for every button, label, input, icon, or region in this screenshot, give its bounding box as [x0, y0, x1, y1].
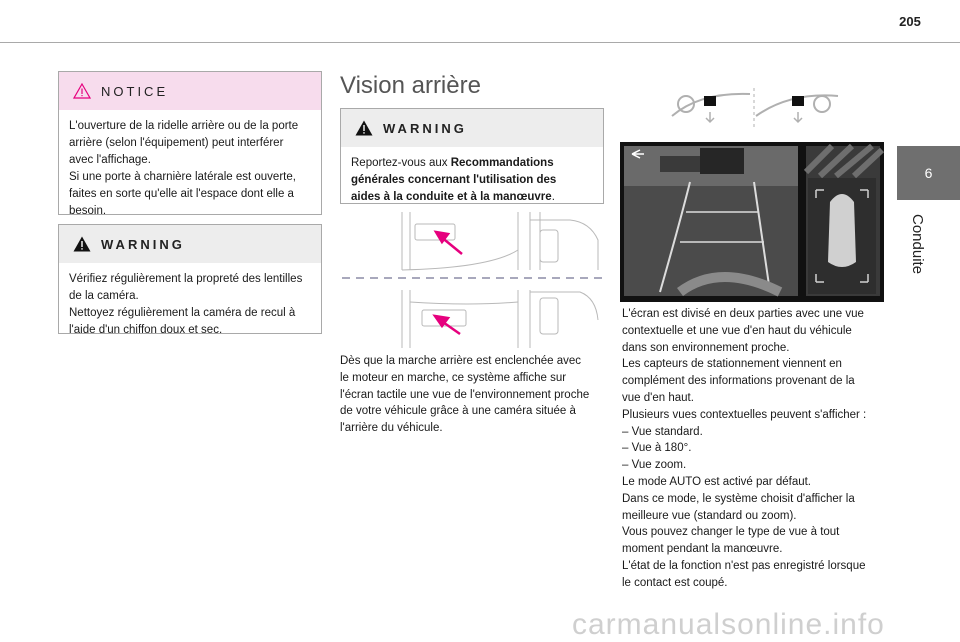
list-item: – Vue standard.	[622, 425, 703, 438]
warning-line: Vérifiez régulièrement la propreté des lentilles	[69, 273, 303, 285]
notice-line: Si une porte à charnière latérale est ouverte,	[69, 171, 296, 183]
paragraph-line: l'arrière du véhicule.	[340, 422, 443, 435]
notice-line: besoin.	[69, 205, 107, 217]
warning-text-plain: .	[551, 191, 555, 203]
notice-line: avec l'affichage.	[69, 154, 151, 166]
vehicle-top-icon	[828, 194, 856, 267]
paragraph-line: contextuelle et une vue d'en haut du véhicule	[622, 324, 852, 337]
rear-camera-illustration	[340, 210, 604, 350]
notice-header	[59, 72, 321, 110]
paragraph-line: vue d'en haut.	[622, 391, 694, 404]
warning-link-text: aides à la conduite et à la manœuvre	[351, 191, 552, 203]
warning-triangle-icon	[355, 120, 373, 136]
list-item: – Vue zoom.	[622, 459, 687, 472]
camera-display-illustration	[620, 142, 884, 302]
warning-label: WARNING	[383, 120, 467, 136]
section-title: Vision arrière	[340, 72, 481, 99]
paragraph-line: L'écran est divisé en deux parties avec une vue	[622, 308, 864, 320]
notice-line: arrière (selon l'équipement) peut interférer	[69, 137, 284, 149]
paragraph-line: le contact est coupé.	[622, 576, 728, 589]
chapter-title: Conduite	[909, 214, 926, 275]
warning-text	[59, 263, 321, 339]
warning-line: l'aide d'un chiffon doux et sec.	[69, 324, 223, 336]
warning-link-text: générales concernant l'utilisation des	[351, 174, 557, 186]
paragraph-line: le moteur en marche, ce système affiche sur	[340, 371, 567, 384]
warning-triangle-icon	[73, 236, 91, 252]
camera-button-icon	[792, 96, 804, 106]
paragraph-line: Dès que la marche arrière est enclenchée avec	[340, 355, 581, 367]
camera-button-illustration	[670, 86, 840, 130]
paragraph-line: l'écran tactile une vue de l'environnement proche	[340, 388, 590, 401]
warning-triangle-icon	[73, 83, 91, 99]
notice-box	[58, 71, 322, 215]
paragraph-line: meilleure vue (standard ou zoom).	[622, 509, 797, 522]
screen-paragraph	[622, 306, 892, 592]
warning-line: Nettoyez régulièrement la caméra de recul à	[69, 307, 296, 319]
warning-link-text: Recommandations	[450, 157, 554, 169]
paragraph-line: complément des informations provenant de la	[622, 375, 855, 388]
chapter-tab[interactable]: 6	[897, 146, 960, 200]
notice-label: NOTICE	[101, 83, 169, 99]
paragraph-line: Le mode AUTO est activé par défaut.	[622, 475, 812, 488]
paragraph-line: L'état de la fonction n'est pas enregistré lorsque	[622, 559, 866, 572]
page-number: 205	[899, 14, 921, 29]
watermark: carmanualsonline.info	[572, 608, 885, 641]
warning-line: de la caméra.	[69, 290, 139, 302]
header-rule	[0, 42, 960, 43]
camera-button-icon	[704, 96, 716, 106]
paragraph-line: Les capteurs de stationnement viennent en	[622, 358, 842, 371]
paragraph-line: Vous pouvez changer le type de vue à tout	[622, 526, 840, 539]
notice-text	[59, 110, 321, 220]
warning-box-recommendations	[340, 108, 604, 204]
warning-text	[341, 147, 603, 206]
warning-text-plain: Reportez-vous aux	[351, 157, 451, 169]
list-item: – Vue à 180°.	[622, 442, 692, 455]
notice-line: L'ouverture de la ridelle arrière ou de la porte	[69, 120, 299, 132]
notice-line: faites en sorte qu'elle ait l'espace dont elle a	[69, 188, 294, 200]
paragraph-line: moment pendant la manœuvre.	[622, 543, 783, 556]
warning-label: WARNING	[101, 236, 185, 252]
warning-header	[341, 109, 603, 147]
paragraph-line: Plusieurs vues contextuelles peuvent s'afficher :	[622, 408, 867, 421]
warning-header	[59, 225, 321, 263]
paragraph-line: dans son environnement proche.	[622, 341, 790, 354]
paragraph-line: de votre véhicule grâce à une caméra située à	[340, 405, 576, 418]
intro-paragraph	[340, 353, 610, 437]
warning-box-camera	[58, 224, 322, 334]
paragraph-line: Dans ce mode, le système choisit d'afficher la	[622, 492, 855, 505]
